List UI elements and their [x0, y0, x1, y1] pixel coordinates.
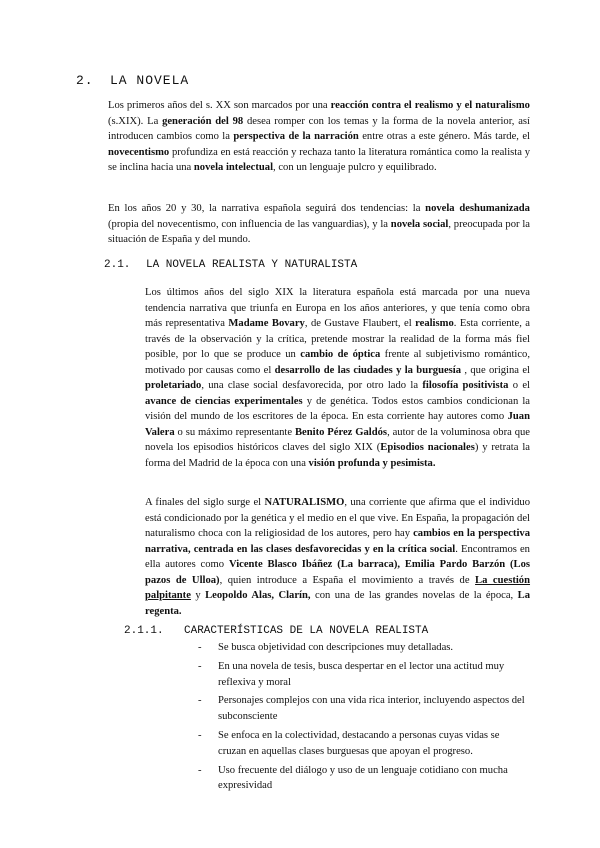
section-title: LA NOVELA [110, 73, 190, 88]
section-2-1-1-heading [124, 625, 428, 637]
characteristics-list [198, 640, 530, 797]
list-item: - En una novela de tesis, busca despertar en el lector una actitud muy reflexiva y moral [198, 660, 505, 688]
section-title: CARACTERÍSTICAS DE LA NOVELA REALISTA [184, 625, 429, 637]
realism-paragraph: Los últimos años del siglo XIX la literatura española está marcada por una nueva tendencia narrativa que triunfa en Europa en los años anteriores, y que tenía como obra más representativa Madame Bovary, de Gustave Flaubert, el realismo. Esta corriente, a través de la observación y la crítica, pretende mostrar la realidad de la forma más fiel posible, por lo que se produce un cambio de óptica frente al subjetivismo romántico, motivado por causas como el desarrollo de las ciudades y la burguesía , que origina el proletariado, una clase social desfavorecida, por otro lado la filosofía positivista o el avance de ciencias experimentales y de genética. Todos estos cambios condicionan la visión del mundo de los escritores de la época. En esta corriente hay autores como Juan Valera o su máximo representante Benito Pérez Galdós, autor de la voluminosa obra que novela los episodios históricos claves del siglo XIX (Episodios nacionales) y retrata la forma del Madrid de la época con una visión profunda y pesimista. [145, 287, 531, 469]
section-number: 2.1.1. [124, 625, 164, 637]
section-number: 2. [76, 73, 94, 88]
section-number: 2.1. [104, 259, 131, 271]
section-2-1-heading [104, 259, 357, 271]
tendencies-paragraph: En los años 20 y 30, la narrativa española seguirá dos tendencias: la novela deshumanizada (propia del novecentismo, con influencia de las vanguardias), y la novela social, preocupada por la situación de España y del mundo. [108, 203, 530, 245]
list-item: - Uso frecuente del diálogo y uso de un lenguaje cotidiano con mucha expresividad [198, 764, 508, 792]
intro-paragraph: Los primeros años del s. XX son marcados por una reacción contra el realismo y el naturalismo (s.XIX). La generación del 98 desea romper con los temas y la forma de la novela anterior, así introducen cambios como la perspectiva de la narración entre otras a este género. Más tarde, el novecentismo profundiza en está reacción y rechaza tanto la literatura romántica como la realista y se inclina hacia una novela intelectual, con un lenguaje pulcro y equilibrado. [108, 100, 530, 173]
list-item: - Se enfoca en la colectividad, destacando a personas cuyas vidas se cruzan en aquellas clases burguesas que apoyan el progreso. [198, 729, 500, 757]
list-item: - Se busca objetividad con descripciones muy detalladas. [198, 642, 454, 653]
section-title: LA NOVELA REALISTA Y NATURALISTA [146, 259, 358, 271]
list-item: - Personajes complejos con una vida rica interior, incluyendo aspectos del subconsciente [198, 695, 525, 723]
naturalism-paragraph: A finales del siglo surge el NATURALISMO, una corriente que afirma que el individuo está condicionado por la genética y el medio en el que vive. En España, la propagación del naturalismo choca con la religiosidad de los autores, pero hay cambios en la perspectiva narrativa, centrada en las clases desfavorecidas y en la crítica social. Encontramos en ella autores como Vicente Blasco Ibáñez (La barraca), Emilia Pardo Barzón (Los pazos de Ulloa), quien introduce a España el movimiento a través de La cuestión palpitante y Leopoldo Alas, Clarín, con una de las grandes novelas de la época, La regenta. [145, 497, 531, 617]
section-2-heading [76, 73, 189, 88]
